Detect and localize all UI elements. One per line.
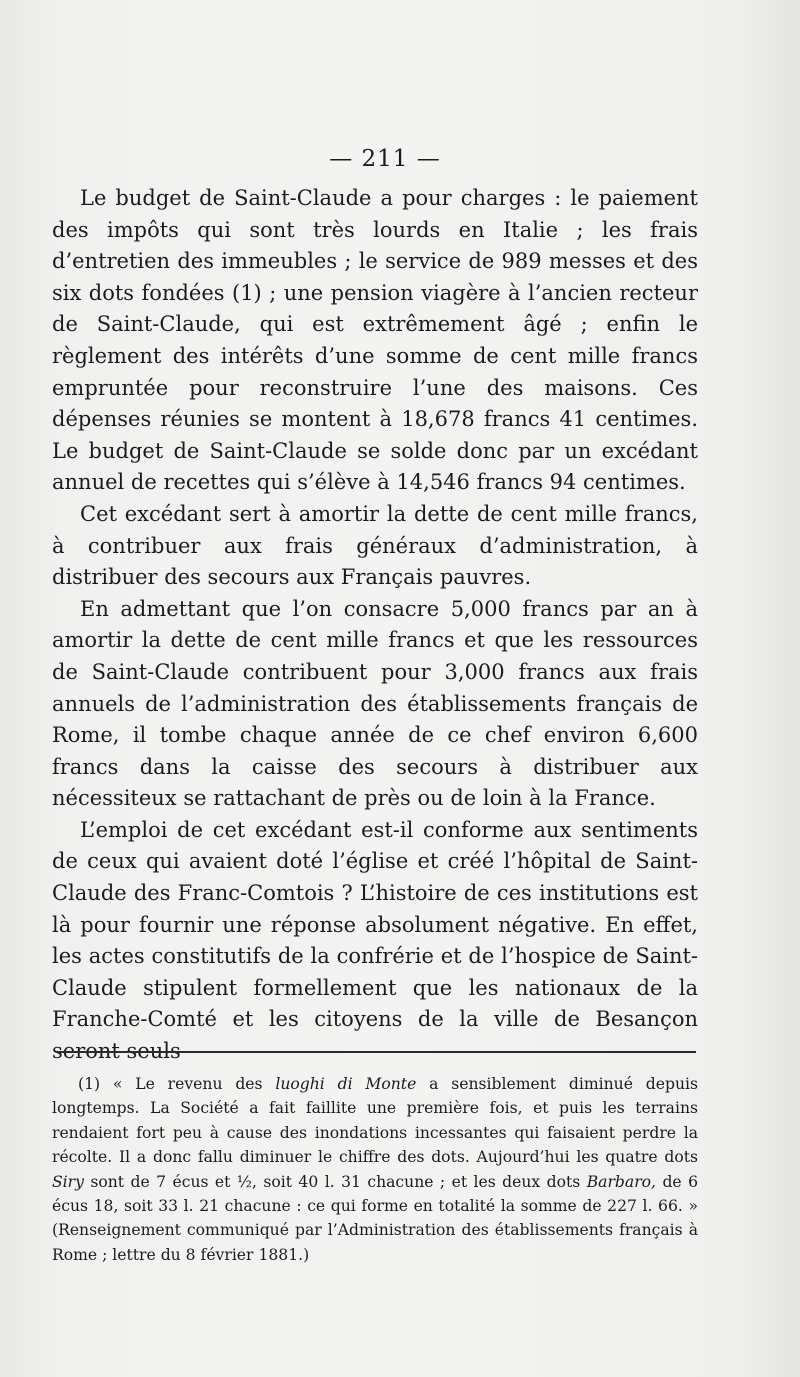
paragraph: L’emploi de cet excédant est-il conforme aux sentiments de ceux qui avaient doté l’église et créé l’hôpital de Saint-Claude des Franc-Comtois ? L’histoire de ces institutions est là pour fournir une réponse absolument négative. En effet, les actes constitutifs de la confrérie et de l’hospice de Saint-Claude stipulent formellement que les nationaux de la Franche-Comté et les citoyens de la ville de Besançon seront seuls: [52, 817, 698, 1064]
footnote-text: [52, 1072, 698, 1267]
footnote-italic-term: Siry: [52, 1172, 84, 1191]
body-text: [52, 183, 698, 1068]
footnote-text-part: de 6 écus 18, soit 33 l. 21 chacune : ce qui forme en totalité la somme de 227 l. 66. » (Renseignement communiqué par l’Administration des établissements français à Rome ; lettre du 8 février 1881.): [52, 1172, 699, 1264]
footnote-italic-term: Barbaro,: [586, 1172, 657, 1191]
footnote-text-part: sont de 7 écus et ½, soit 40 l. 31 chacune ; et les deux dots: [83, 1172, 587, 1191]
footnote-italic-term: luoghi di Monte: [275, 1075, 417, 1093]
footnote: [52, 1072, 698, 1267]
paragraph: En admettant que l’on consacre 5,000 francs par an à amortir la dette de cent mille francs et que les ressources de Saint-Claude contribuent pour 3,000 francs aux frais annuels de l’administration des établissements français de Rome, il tombe chaque année de ce chef environ 6,600 francs dans la caisse des secours à distribuer aux nécessiteux se rattachant de près ou de loin à la France.: [52, 596, 698, 811]
page-number: — 211 —: [329, 146, 441, 172]
footnote-text-part: a sensiblement diminué depuis longtemps. La Société a fait faillite une première fois, et puis les terrains rendaient fort peu à cause des inondations incessantes qui faisaient perdre la récolte. Il a donc fallu diminuer le chiffre des dots. Aujourd’hui les quatre dots: [52, 1075, 698, 1167]
footnote-text-part: (1) « Le revenu des: [78, 1075, 276, 1093]
footnote-divider: [56, 1051, 696, 1053]
paragraph: Le budget de Saint-Claude a pour charges : le paiement des impôts qui sont très lourds en Italie ; les frais d’entretien des immeubles ; le service de 989 messes et des six dots fondées (1) ; une pension viagère à l’ancien recteur de Saint-Claude, qui est extrêmement âgé ; enfin le règlement des intérêts d’une somme de cent mille francs empruntée pour reconstruire l’une des maisons. Ces dépenses réunies se montent à 18,678 francs 41 centimes. Le budget de Saint-Claude se solde donc par un excédant annuel de recettes qui s’élève à 14,546 francs 94 centimes.: [52, 186, 698, 495]
paragraph: Cet excédant sert à amortir la dette de cent mille francs, à contribuer aux frais généraux d’administration, à distribuer des secours aux Français pauvres.: [52, 501, 698, 590]
